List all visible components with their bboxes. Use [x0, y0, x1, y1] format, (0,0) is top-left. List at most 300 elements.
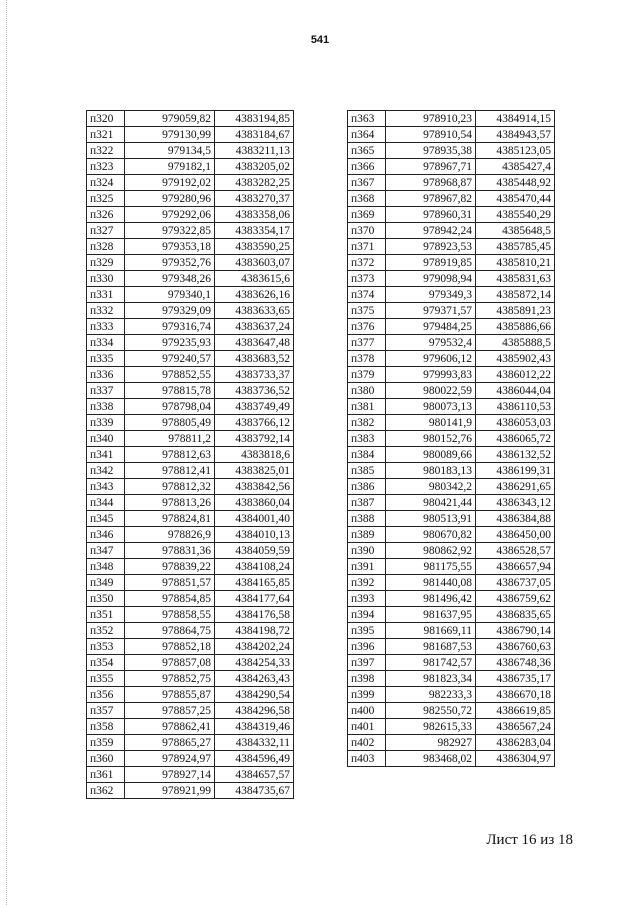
x-coordinate-cell: 979348,26: [125, 271, 215, 287]
x-coordinate-cell: 978857,08: [125, 655, 215, 671]
table-row: [348, 415, 555, 431]
x-coordinate-cell: 979349,3: [386, 287, 476, 303]
y-coordinate-cell: 4386304,97: [476, 751, 555, 767]
x-coordinate-cell: 980862,92: [386, 543, 476, 559]
y-coordinate-cell: 4385540,29: [476, 207, 555, 223]
x-coordinate-cell: 978852,18: [125, 639, 215, 655]
x-coordinate-cell: 978831,36: [125, 543, 215, 559]
x-coordinate-cell: 978812,63: [125, 447, 215, 463]
point-id-cell: п363: [348, 111, 386, 127]
table-row: [348, 575, 555, 591]
y-coordinate-cell: 4386619,85: [476, 703, 555, 719]
point-id-cell: п322: [87, 143, 125, 159]
y-coordinate-cell: 4383626,16: [215, 287, 294, 303]
point-id-cell: п395: [348, 623, 386, 639]
point-id-cell: п386: [348, 479, 386, 495]
y-coordinate-cell: 4384198,72: [215, 623, 294, 639]
point-id-cell: п373: [348, 271, 386, 287]
table-row: [87, 751, 294, 767]
x-coordinate-cell: 979292,06: [125, 207, 215, 223]
x-coordinate-cell: 978968,87: [386, 175, 476, 191]
table-row: [87, 767, 294, 783]
table-row: [87, 431, 294, 447]
table-row: [87, 191, 294, 207]
point-id-cell: п352: [87, 623, 125, 639]
point-id-cell: п403: [348, 751, 386, 767]
y-coordinate-cell: 4383647,48: [215, 335, 294, 351]
x-coordinate-cell: 978798,04: [125, 399, 215, 415]
point-id-cell: п347: [87, 543, 125, 559]
point-id-cell: п388: [348, 511, 386, 527]
point-id-cell: п349: [87, 575, 125, 591]
point-id-cell: п355: [87, 671, 125, 687]
y-coordinate-cell: 4383358,06: [215, 207, 294, 223]
y-coordinate-cell: 4385872,14: [476, 287, 555, 303]
point-id-cell: п385: [348, 463, 386, 479]
x-coordinate-cell: 980089,66: [386, 447, 476, 463]
y-coordinate-cell: 4383637,24: [215, 319, 294, 335]
point-id-cell: п343: [87, 479, 125, 495]
x-coordinate-cell: 982615,33: [386, 719, 476, 735]
x-coordinate-cell: 978921,99: [125, 783, 215, 799]
y-coordinate-cell: 4383825,01: [215, 463, 294, 479]
y-coordinate-cell: 4384657,57: [215, 767, 294, 783]
y-coordinate-cell: 4383184,67: [215, 127, 294, 143]
table-row: [87, 703, 294, 719]
y-coordinate-cell: 4386199,31: [476, 463, 555, 479]
point-id-cell: п382: [348, 415, 386, 431]
x-coordinate-cell: 979235,93: [125, 335, 215, 351]
y-coordinate-cell: 4384165,85: [215, 575, 294, 591]
y-coordinate-cell: 4385470,44: [476, 191, 555, 207]
x-coordinate-cell: 978852,75: [125, 671, 215, 687]
table-row: [348, 719, 555, 735]
y-coordinate-cell: 4383211,13: [215, 143, 294, 159]
x-coordinate-cell: 981823,34: [386, 671, 476, 687]
point-id-cell: п372: [348, 255, 386, 271]
x-coordinate-cell: 980670,82: [386, 527, 476, 543]
point-id-cell: п396: [348, 639, 386, 655]
x-coordinate-cell: 978852,55: [125, 367, 215, 383]
table-row: [348, 271, 555, 287]
point-id-cell: п400: [348, 703, 386, 719]
table-row: [87, 639, 294, 655]
point-id-cell: п399: [348, 687, 386, 703]
table-row: [348, 399, 555, 415]
x-coordinate-cell: 978967,71: [386, 159, 476, 175]
point-id-cell: п383: [348, 431, 386, 447]
table-row: [348, 431, 555, 447]
y-coordinate-cell: 4383792,14: [215, 431, 294, 447]
x-coordinate-cell: 978857,25: [125, 703, 215, 719]
x-coordinate-cell: 979322,85: [125, 223, 215, 239]
table-row: [348, 447, 555, 463]
table-row: [348, 351, 555, 367]
table-row: [87, 687, 294, 703]
y-coordinate-cell: 4386110,53: [476, 399, 555, 415]
point-id-cell: п374: [348, 287, 386, 303]
y-coordinate-cell: 4385810,21: [476, 255, 555, 271]
y-coordinate-cell: 4384202,24: [215, 639, 294, 655]
point-id-cell: п381: [348, 399, 386, 415]
point-id-cell: п340: [87, 431, 125, 447]
y-coordinate-cell: 4383603,07: [215, 255, 294, 271]
x-coordinate-cell: 979352,76: [125, 255, 215, 271]
point-id-cell: п394: [348, 607, 386, 623]
point-id-cell: п345: [87, 511, 125, 527]
point-id-cell: п362: [87, 783, 125, 799]
point-id-cell: п361: [87, 767, 125, 783]
x-coordinate-cell: 978826,9: [125, 527, 215, 543]
point-id-cell: п365: [348, 143, 386, 159]
table-row: [87, 175, 294, 191]
y-coordinate-cell: 4385888,5: [476, 335, 555, 351]
point-id-cell: п402: [348, 735, 386, 751]
point-id-cell: п366: [348, 159, 386, 175]
point-id-cell: п330: [87, 271, 125, 287]
x-coordinate-cell: 981742,57: [386, 655, 476, 671]
y-coordinate-cell: 4386044,04: [476, 383, 555, 399]
x-coordinate-cell: 980342,2: [386, 479, 476, 495]
point-id-cell: п397: [348, 655, 386, 671]
y-coordinate-cell: 4384177,64: [215, 591, 294, 607]
point-id-cell: п371: [348, 239, 386, 255]
table-row: [348, 735, 555, 751]
x-coordinate-cell: 979130,99: [125, 127, 215, 143]
table-row: [87, 159, 294, 175]
table-row: [348, 591, 555, 607]
x-coordinate-cell: 979192,02: [125, 175, 215, 191]
x-coordinate-cell: 980421,44: [386, 495, 476, 511]
table-row: [87, 495, 294, 511]
y-coordinate-cell: 4385886,66: [476, 319, 555, 335]
table-row: [87, 623, 294, 639]
table-row: [348, 495, 555, 511]
table-row: [348, 511, 555, 527]
y-coordinate-cell: 4385648,5: [476, 223, 555, 239]
y-coordinate-cell: 4386835,65: [476, 607, 555, 623]
point-id-cell: п389: [348, 527, 386, 543]
point-id-cell: п344: [87, 495, 125, 511]
point-id-cell: п354: [87, 655, 125, 671]
y-coordinate-cell: 4384001,40: [215, 511, 294, 527]
y-coordinate-cell: 4384296,58: [215, 703, 294, 719]
table-row: [87, 319, 294, 335]
table-row: [348, 191, 555, 207]
x-coordinate-cell: 979532,4: [386, 335, 476, 351]
point-id-cell: п337: [87, 383, 125, 399]
table-row: [348, 335, 555, 351]
y-coordinate-cell: 4385123,05: [476, 143, 555, 159]
table-row: [87, 463, 294, 479]
table-row: [87, 575, 294, 591]
x-coordinate-cell: 980022,59: [386, 383, 476, 399]
y-coordinate-cell: 4385427,4: [476, 159, 555, 175]
x-coordinate-cell: 978924,97: [125, 751, 215, 767]
table-row: [87, 671, 294, 687]
x-coordinate-cell: 979993,83: [386, 367, 476, 383]
y-coordinate-cell: 4383633,65: [215, 303, 294, 319]
y-coordinate-cell: 4383683,52: [215, 351, 294, 367]
y-coordinate-cell: 4384319,46: [215, 719, 294, 735]
y-coordinate-cell: 4385891,23: [476, 303, 555, 319]
table-row: [87, 719, 294, 735]
x-coordinate-cell: 979484,25: [386, 319, 476, 335]
point-id-cell: п338: [87, 399, 125, 415]
coordinates-table-right: [347, 110, 555, 767]
table-row: [87, 543, 294, 559]
table-row: [348, 367, 555, 383]
y-coordinate-cell: 4384596,49: [215, 751, 294, 767]
table-row: [87, 351, 294, 367]
x-coordinate-cell: 978824,81: [125, 511, 215, 527]
point-id-cell: п378: [348, 351, 386, 367]
table-row: [348, 255, 555, 271]
x-coordinate-cell: 978862,41: [125, 719, 215, 735]
point-id-cell: п351: [87, 607, 125, 623]
table-row: [87, 511, 294, 527]
x-coordinate-cell: 981496,42: [386, 591, 476, 607]
y-coordinate-cell: 4386657,94: [476, 559, 555, 575]
x-coordinate-cell: 978851,57: [125, 575, 215, 591]
y-coordinate-cell: 4383736,52: [215, 383, 294, 399]
point-id-cell: п364: [348, 127, 386, 143]
x-coordinate-cell: 981175,55: [386, 559, 476, 575]
x-coordinate-cell: 983468,02: [386, 751, 476, 767]
table-row: [348, 303, 555, 319]
y-coordinate-cell: 4383282,25: [215, 175, 294, 191]
coordinates-table-left: [86, 110, 294, 799]
point-id-cell: п393: [348, 591, 386, 607]
y-coordinate-cell: 4383733,37: [215, 367, 294, 383]
x-coordinate-cell: 978811,2: [125, 431, 215, 447]
x-coordinate-cell: 982233,3: [386, 687, 476, 703]
y-coordinate-cell: 4386053,03: [476, 415, 555, 431]
y-coordinate-cell: 4383842,56: [215, 479, 294, 495]
point-id-cell: п384: [348, 447, 386, 463]
x-coordinate-cell: 981687,53: [386, 639, 476, 655]
y-coordinate-cell: 4383818,6: [215, 447, 294, 463]
y-coordinate-cell: 4386384,88: [476, 511, 555, 527]
x-coordinate-cell: 982927: [386, 735, 476, 751]
point-id-cell: п369: [348, 207, 386, 223]
table-row: [348, 143, 555, 159]
x-coordinate-cell: 978910,23: [386, 111, 476, 127]
x-coordinate-cell: 978864,75: [125, 623, 215, 639]
y-coordinate-cell: 4384059,59: [215, 543, 294, 559]
point-id-cell: п333: [87, 319, 125, 335]
x-coordinate-cell: 979280,96: [125, 191, 215, 207]
point-id-cell: п324: [87, 175, 125, 191]
point-id-cell: п326: [87, 207, 125, 223]
x-coordinate-cell: 982550,72: [386, 703, 476, 719]
y-coordinate-cell: 4384332,11: [215, 735, 294, 751]
y-coordinate-cell: 4386735,17: [476, 671, 555, 687]
point-id-cell: п360: [87, 751, 125, 767]
x-coordinate-cell: 978865,27: [125, 735, 215, 751]
point-id-cell: п379: [348, 367, 386, 383]
table-row: [87, 367, 294, 383]
table-row: [87, 591, 294, 607]
point-id-cell: п387: [348, 495, 386, 511]
x-coordinate-cell: 981637,95: [386, 607, 476, 623]
coordinates-table-left-body: [87, 111, 294, 799]
point-id-cell: п335: [87, 351, 125, 367]
x-coordinate-cell: 978854,85: [125, 591, 215, 607]
table-row: [348, 527, 555, 543]
y-coordinate-cell: 4386065,72: [476, 431, 555, 447]
table-row: [348, 287, 555, 303]
point-id-cell: п392: [348, 575, 386, 591]
x-coordinate-cell: 979240,57: [125, 351, 215, 367]
point-id-cell: п323: [87, 159, 125, 175]
x-coordinate-cell: 978942,24: [386, 223, 476, 239]
y-coordinate-cell: 4385785,45: [476, 239, 555, 255]
table-row: [348, 319, 555, 335]
y-coordinate-cell: 4384254,33: [215, 655, 294, 671]
point-id-cell: п368: [348, 191, 386, 207]
point-id-cell: п353: [87, 639, 125, 655]
table-row: [348, 671, 555, 687]
point-id-cell: п391: [348, 559, 386, 575]
y-coordinate-cell: 4385831,63: [476, 271, 555, 287]
x-coordinate-cell: 978967,82: [386, 191, 476, 207]
y-coordinate-cell: 4384108,24: [215, 559, 294, 575]
x-coordinate-cell: 978927,14: [125, 767, 215, 783]
y-coordinate-cell: 4384943,57: [476, 127, 555, 143]
point-id-cell: п398: [348, 671, 386, 687]
table-row: [87, 223, 294, 239]
y-coordinate-cell: 4383615,6: [215, 271, 294, 287]
table-row: [348, 175, 555, 191]
x-coordinate-cell: 978910,54: [386, 127, 476, 143]
y-coordinate-cell: 4386450,00: [476, 527, 555, 543]
coordinates-table-right-body: [348, 111, 555, 767]
y-coordinate-cell: 4384914,15: [476, 111, 555, 127]
x-coordinate-cell: 978855,87: [125, 687, 215, 703]
point-id-cell: п377: [348, 335, 386, 351]
table-row: [348, 383, 555, 399]
x-coordinate-cell: 979098,94: [386, 271, 476, 287]
table-row: [348, 543, 555, 559]
x-coordinate-cell: 978935,38: [386, 143, 476, 159]
y-coordinate-cell: 4383766,12: [215, 415, 294, 431]
table-row: [348, 655, 555, 671]
table-row: [348, 207, 555, 223]
x-coordinate-cell: 978960,31: [386, 207, 476, 223]
table-row: [87, 399, 294, 415]
y-coordinate-cell: 4383270,37: [215, 191, 294, 207]
point-id-cell: п346: [87, 527, 125, 543]
x-coordinate-cell: 980152,76: [386, 431, 476, 447]
x-coordinate-cell: 978919,85: [386, 255, 476, 271]
point-id-cell: п336: [87, 367, 125, 383]
x-coordinate-cell: 979059,82: [125, 111, 215, 127]
table-row: [348, 559, 555, 575]
point-id-cell: п367: [348, 175, 386, 191]
x-coordinate-cell: 978812,41: [125, 463, 215, 479]
x-coordinate-cell: 978812,32: [125, 479, 215, 495]
y-coordinate-cell: 4386343,12: [476, 495, 555, 511]
y-coordinate-cell: 4385448,92: [476, 175, 555, 191]
table-row: [87, 335, 294, 351]
table-row: [87, 607, 294, 623]
table-row: [87, 143, 294, 159]
y-coordinate-cell: 4386748,36: [476, 655, 555, 671]
table-row: [87, 447, 294, 463]
x-coordinate-cell: 979606,12: [386, 351, 476, 367]
table-row: [87, 527, 294, 543]
y-coordinate-cell: 4384010,13: [215, 527, 294, 543]
y-coordinate-cell: 4386291,65: [476, 479, 555, 495]
x-coordinate-cell: 978839,22: [125, 559, 215, 575]
x-coordinate-cell: 981669,11: [386, 623, 476, 639]
y-coordinate-cell: 4386670,18: [476, 687, 555, 703]
y-coordinate-cell: 4384735,67: [215, 783, 294, 799]
point-id-cell: п341: [87, 447, 125, 463]
y-coordinate-cell: 4385902,43: [476, 351, 555, 367]
point-id-cell: п350: [87, 591, 125, 607]
table-row: [348, 687, 555, 703]
point-id-cell: п320: [87, 111, 125, 127]
point-id-cell: п334: [87, 335, 125, 351]
binding-edge: [0, 0, 7, 905]
y-coordinate-cell: 4383860,04: [215, 495, 294, 511]
point-id-cell: п327: [87, 223, 125, 239]
x-coordinate-cell: 978923,53: [386, 239, 476, 255]
x-coordinate-cell: 978805,49: [125, 415, 215, 431]
y-coordinate-cell: 4383590,25: [215, 239, 294, 255]
x-coordinate-cell: 981440,08: [386, 575, 476, 591]
point-id-cell: п359: [87, 735, 125, 751]
x-coordinate-cell: 979316,74: [125, 319, 215, 335]
y-coordinate-cell: 4386737,05: [476, 575, 555, 591]
point-id-cell: п390: [348, 543, 386, 559]
x-coordinate-cell: 979329,09: [125, 303, 215, 319]
table-row: [87, 303, 294, 319]
y-coordinate-cell: 4386012,22: [476, 367, 555, 383]
table-row: [348, 127, 555, 143]
point-id-cell: п348: [87, 559, 125, 575]
x-coordinate-cell: 978858,55: [125, 607, 215, 623]
point-id-cell: п332: [87, 303, 125, 319]
table-row: [87, 559, 294, 575]
table-row: [87, 239, 294, 255]
point-id-cell: п357: [87, 703, 125, 719]
y-coordinate-cell: 4386132,52: [476, 447, 555, 463]
y-coordinate-cell: 4386528,57: [476, 543, 555, 559]
table-row: [348, 463, 555, 479]
y-coordinate-cell: 4386567,24: [476, 719, 555, 735]
point-id-cell: п331: [87, 287, 125, 303]
table-row: [348, 607, 555, 623]
y-coordinate-cell: 4384176,58: [215, 607, 294, 623]
point-id-cell: п339: [87, 415, 125, 431]
y-coordinate-cell: 4383205,02: [215, 159, 294, 175]
table-row: [348, 639, 555, 655]
x-coordinate-cell: 979371,57: [386, 303, 476, 319]
x-coordinate-cell: 979134,5: [125, 143, 215, 159]
table-row: [348, 111, 555, 127]
table-row: [348, 751, 555, 767]
y-coordinate-cell: 4386759,62: [476, 591, 555, 607]
page-number: 541: [310, 34, 330, 46]
table-row: [87, 111, 294, 127]
table-row: [348, 623, 555, 639]
x-coordinate-cell: 979353,18: [125, 239, 215, 255]
point-id-cell: п321: [87, 127, 125, 143]
y-coordinate-cell: 4384263,43: [215, 671, 294, 687]
